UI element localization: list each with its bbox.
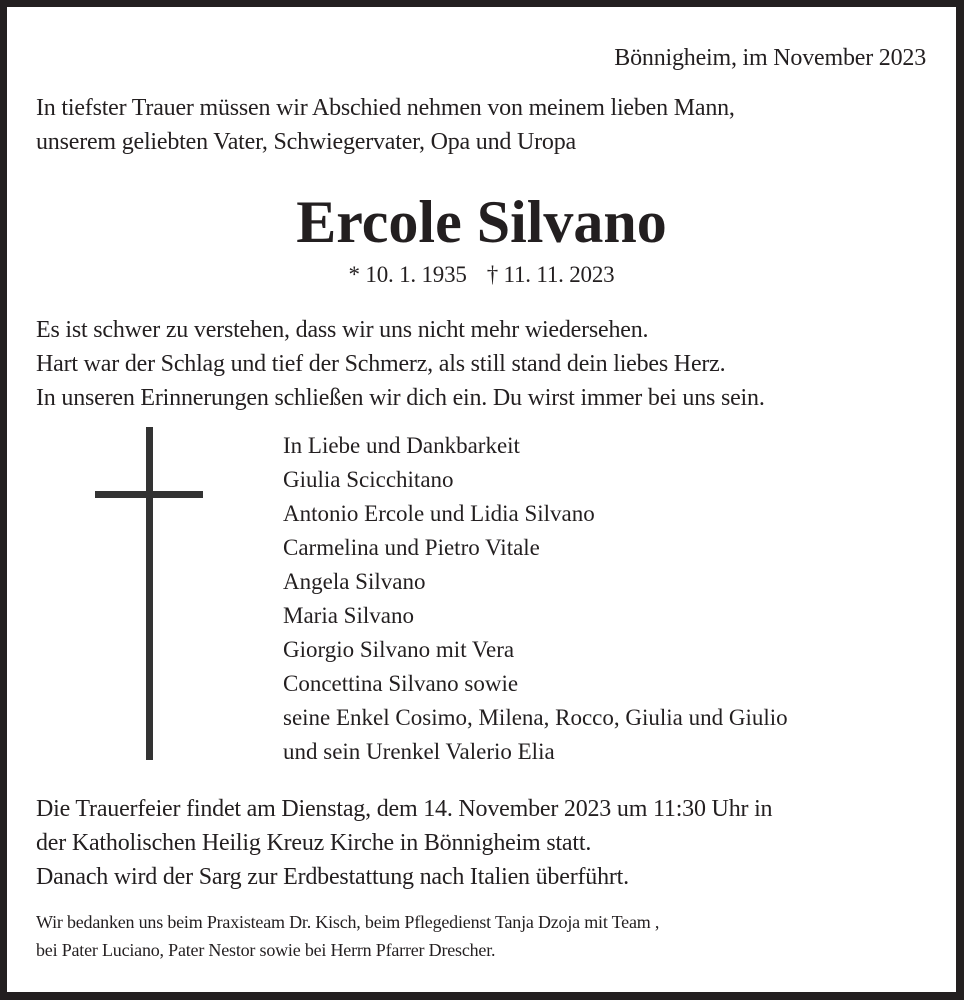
verse-line-3: In unseren Erinnerungen schließen wir dich ein. Du wirst immer bei uns sein. <box>36 385 765 411</box>
mourners-list <box>283 429 788 769</box>
thanks-line-2: bei Pater Luciano, Pater Nestor sowie bei Herrn Pfarrer Drescher. <box>36 940 496 960</box>
mourner: Giulia Scicchitano <box>283 467 454 492</box>
verse-line-2: Hart war der Schlag und tief der Schmerz, als still stand dein liebes Herz. <box>36 351 726 377</box>
cross-horizontal-bar <box>95 491 203 498</box>
mourner: Giorgio Silvano mit Vera <box>283 637 515 662</box>
mourner: Antonio Ercole und Lidia Silvano <box>283 501 595 526</box>
mourner: Angela Silvano <box>283 569 426 594</box>
deceased-name: Ercole Silvano <box>296 189 667 255</box>
birth-date: * 10. 1. 1935 <box>348 262 467 287</box>
intro-line-1: In tiefster Trauer müssen wir Abschied nehmen von meinem lieben Mann, <box>36 95 735 121</box>
intro-line-2: unserem geliebten Vater, Schwiegervater, Opa und Uropa <box>36 129 576 155</box>
thanks-line-1: Wir bedanken uns beim Praxisteam Dr. Kisch, beim Pflegedienst Tanja Dzoja mit Team , <box>36 912 660 932</box>
service-line-1: Die Trauerfeier findet am Dienstag, dem 14. November 2023 um 11:30 Uhr in <box>36 796 773 822</box>
mourner: Maria Silvano <box>283 603 414 628</box>
cross-vertical-bar <box>146 427 153 760</box>
death-date: † 11. 11. 2023 <box>486 262 615 287</box>
place-date: Bönnigheim, im November 2023 <box>614 45 926 71</box>
verse-line-1: Es ist schwer zu verstehen, dass wir uns nicht mehr wiedersehen. <box>36 317 649 343</box>
life-dates <box>7 260 956 290</box>
service-line-2: der Katholischen Heilig Kreuz Kirche in Bönnigheim statt. <box>36 830 592 856</box>
mourner: seine Enkel Cosimo, Milena, Rocco, Giulia und Giulio <box>283 705 788 730</box>
mourners-heading: In Liebe und Dankbarkeit <box>283 433 520 458</box>
obituary-notice <box>7 7 956 992</box>
mourner: und sein Urenkel Valerio Elia <box>283 739 555 764</box>
mourner: Concettina Silvano sowie <box>283 671 519 696</box>
service-line-3: Danach wird der Sarg zur Erdbestattung nach Italien überführt. <box>36 864 629 890</box>
mourner: Carmelina und Pietro Vitale <box>283 535 540 560</box>
